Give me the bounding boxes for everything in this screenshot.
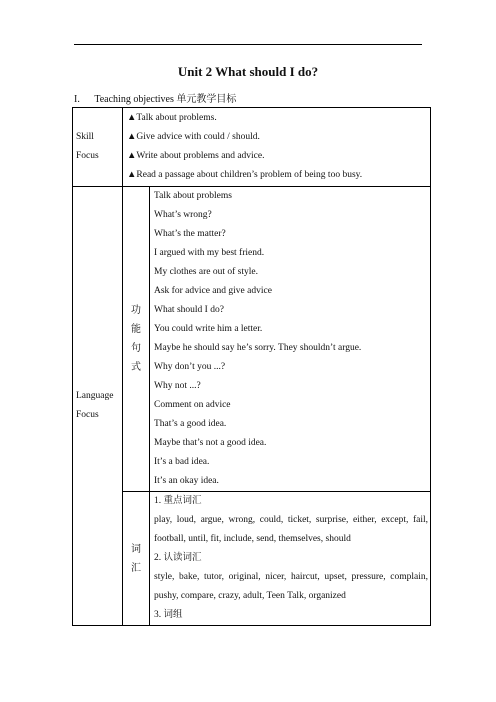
vocab-heading: 3. 词组: [154, 610, 183, 620]
objectives-table: [72, 107, 431, 626]
function-line: Talk about problems: [154, 191, 232, 201]
skill-label-cell: [73, 108, 123, 187]
sub-char: 式: [131, 362, 141, 373]
function-line: That’s a good idea.: [154, 419, 227, 429]
section-number: I.: [74, 94, 80, 105]
language-label-line2: Focus: [76, 410, 99, 420]
functions-content-cell: [150, 187, 431, 492]
vocabulary-content-cell: [150, 492, 431, 626]
sub-char: 句: [131, 343, 141, 354]
vocab-heading: 1. 重点词汇: [154, 496, 202, 506]
section-heading: [74, 90, 236, 105]
language-vocabulary-row: [73, 492, 431, 626]
function-line: Maybe he should say he’s sorry. They shouldn’t argue.: [154, 343, 362, 353]
sub-char: 词: [131, 543, 141, 555]
function-line: What should I do?: [154, 305, 224, 315]
skill-item: ▲Write about problems and advice.: [127, 151, 265, 161]
function-line: It’s a bad idea.: [154, 457, 210, 467]
skill-label-line2: Focus: [76, 151, 99, 161]
function-line: What’s the matter?: [154, 229, 226, 239]
functions-sub-label: [123, 187, 150, 492]
sub-char: 能: [131, 324, 141, 335]
function-line: Ask for advice and give advice: [154, 286, 272, 296]
skill-label-line1: Skill: [76, 132, 94, 142]
vocab-heading: 2. 认读词汇: [154, 553, 202, 563]
language-label-cell: [73, 187, 123, 626]
language-functions-row: [73, 187, 431, 492]
sub-char: 功: [131, 305, 141, 316]
sub-char: 汇: [131, 562, 141, 574]
function-line: You could write him a letter.: [154, 324, 263, 334]
function-line: Why don’t you ...?: [154, 362, 226, 372]
section-label: Teaching objectives 单元教学目标: [94, 94, 237, 105]
vocab-words: style, bake, tutor, original, nicer, haircut, upset, pressure, complain, pushy, compare, crazy, adult, Teen Talk, organized: [154, 572, 428, 601]
function-line: I argued with my best friend.: [154, 248, 265, 258]
function-line: Why not ...?: [154, 381, 201, 391]
function-line: Comment on advice: [154, 400, 231, 410]
page-title: Unit 2 What should I do?: [177, 64, 319, 79]
skill-content-cell: [123, 108, 431, 187]
skill-item: ▲Talk about problems.: [127, 113, 217, 123]
function-line: What’s wrong?: [154, 210, 212, 220]
vocab-words: play, loud, argue, wrong, could, ticket, surprise, either, except, fail, football, until, fit, include, send, themselves, should: [154, 515, 428, 544]
skill-item: ▲Give advice with could / should.: [127, 132, 260, 142]
function-line: Maybe that’s not a good idea.: [154, 438, 267, 448]
skill-row: [73, 108, 431, 187]
function-line: It’s an okay idea.: [154, 476, 219, 486]
language-label-line1: Language: [76, 391, 114, 401]
skill-item: ▲Read a passage about children’s problem of being too busy.: [127, 170, 363, 180]
vocabulary-sub-label: [123, 492, 150, 626]
header-rule: [74, 44, 422, 45]
function-line: My clothes are out of style.: [154, 267, 258, 277]
